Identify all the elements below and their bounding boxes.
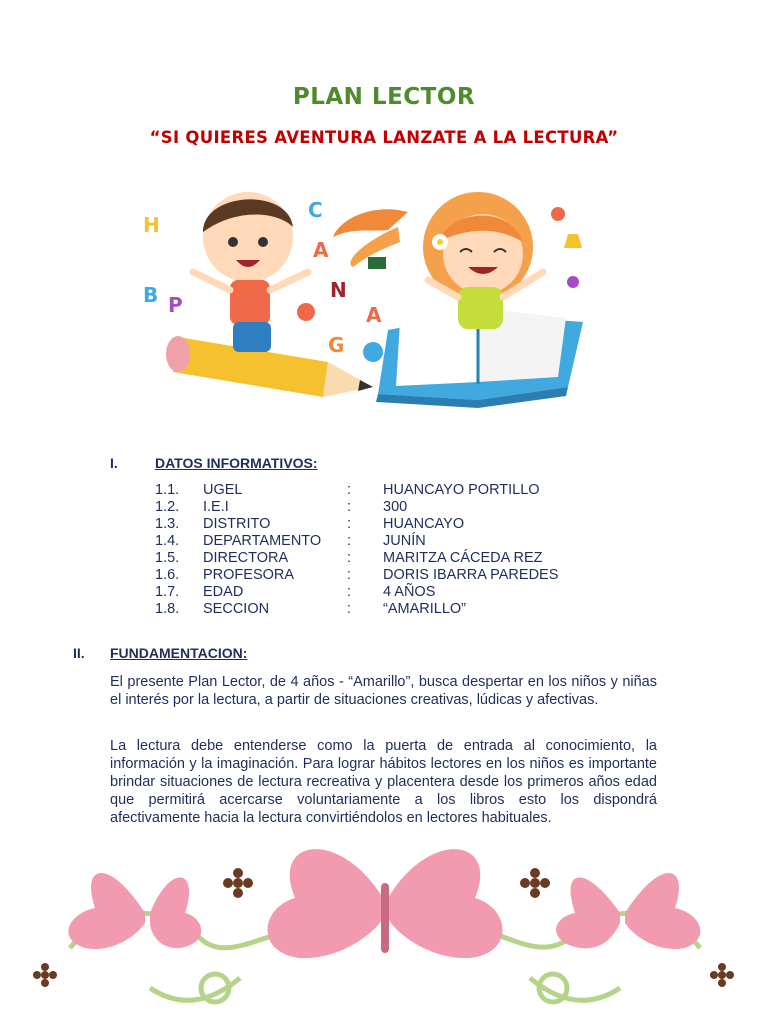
bell-icon (564, 234, 582, 248)
ball-icon (551, 207, 565, 221)
section-number: I. (110, 455, 118, 471)
butterfly-left-icon (68, 873, 201, 949)
fundamentacion-paragraph-1: El presente Plan Lector, de 4 años - “Amarillo”, busca despertar en los niños y niñas el interés por la lectura, a partir de situaciones creativas, lúdicas y afectivas. (110, 674, 657, 708)
section-label: DATOS INFORMATIVOS: (155, 455, 318, 471)
butterfly-right-icon (556, 873, 700, 949)
chalkboard-icon (368, 257, 386, 269)
flower-icon (710, 963, 734, 987)
letter-p-icon: P (168, 293, 183, 317)
flower-icon (33, 963, 57, 987)
globe-icon (363, 342, 383, 362)
letter-a-icon: A (313, 238, 329, 262)
section-label: FUNDAMENTACION: (110, 645, 248, 661)
letter-h-icon: H (143, 213, 160, 237)
document-subtitle: “SI QUIERES AVENTURA LANZATE A LA LECTURA” (149, 128, 619, 147)
boy-icon (193, 192, 308, 352)
butterfly-border-decoration (0, 838, 768, 1024)
fundamentacion-paragraph-2: La lectura debe entenderse como la puerta de entrada al conocimiento, la información y la imaginación. Para lograr hábitos lectores en los niños es importante brindar situaciones de lectura recreativa y placentera desde los primeros años edad que permitirá acercarse voluntariamente a los libros esto los dispondrá afectivamente hacia la lectura convirtiéndolos en lectores habituales. (110, 738, 657, 826)
apple-icon (567, 276, 579, 288)
document-title: PLAN LECTOR (292, 84, 476, 110)
flower-icon (223, 868, 253, 898)
section-number: II. (73, 645, 85, 661)
letter-g-icon: G (328, 333, 345, 357)
balloon-icon (297, 303, 315, 321)
flower-icon (520, 868, 550, 898)
girl-reading-icon (333, 192, 543, 329)
letter-b-icon: B (143, 283, 159, 307)
letter-c-icon: C (308, 198, 323, 222)
letter-a2-icon: A (366, 303, 382, 327)
letter-n-icon: N (330, 278, 347, 302)
butterfly-center-icon (268, 849, 503, 958)
reading-children-illustration (138, 172, 608, 417)
